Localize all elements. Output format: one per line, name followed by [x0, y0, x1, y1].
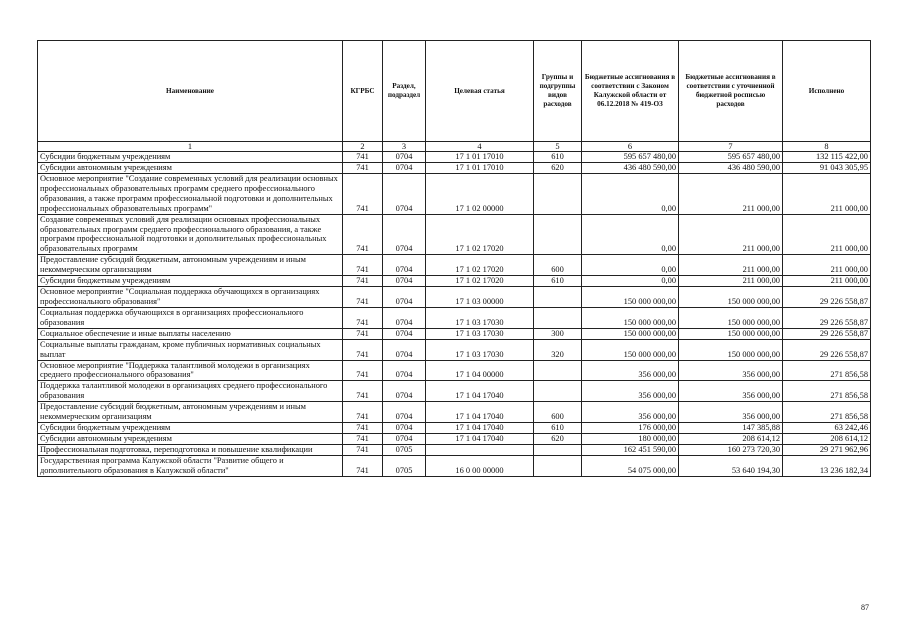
cell-name: Основное мероприятие "Поддержка талантливой молодежи в организациях среднего профессионального образования" [38, 360, 343, 381]
cell-name: Предоставление субсидий бюджетным, автономным учреждениям и иным некоммерческим организациям [38, 402, 343, 423]
cell-expense-group [534, 214, 582, 255]
cell-budget-law: 150 000 000,00 [582, 328, 679, 339]
budget-table-sheet [37, 40, 870, 477]
cell-name: Профессиональная подготовка, переподготовка и повышение квалификации [38, 444, 343, 455]
cell-budget-refined: 147 385,88 [679, 422, 783, 433]
cell-budget-refined: 356 000,00 [679, 381, 783, 402]
cell-kgrbs: 741 [343, 422, 383, 433]
cell-budget-law: 176 000,00 [582, 422, 679, 433]
column-number: 5 [534, 142, 582, 152]
cell-target-article [426, 444, 534, 455]
cell-kgrbs: 741 [343, 174, 383, 215]
cell-budget-refined: 211 000,00 [679, 174, 783, 215]
cell-name: Субсидии бюджетным учреждениям [38, 422, 343, 433]
cell-budget-law: 150 000 000,00 [582, 307, 679, 328]
cell-budget-law: 54 075 000,00 [582, 455, 679, 476]
cell-target-article: 17 1 04 17040 [426, 381, 534, 402]
cell-budget-law: 436 480 590,00 [582, 163, 679, 174]
table-row [38, 276, 871, 287]
cell-name: Субсидии бюджетным учреждениям [38, 276, 343, 287]
cell-budget-refined: 436 480 590,00 [679, 163, 783, 174]
cell-name: Создание современных условий для реализации основных профессиональных образовательных программ среднего профессионального образования, а также программ профессиональной подготовки и дополнительных профессиональных образовательных программ [38, 214, 343, 255]
cell-target-article: 17 1 02 17020 [426, 255, 534, 276]
table-body [38, 152, 871, 477]
cell-name: Предоставление субсидий бюджетным, автономным учреждениям и иным некоммерческим организациям [38, 255, 343, 276]
cell-kgrbs: 741 [343, 339, 383, 360]
cell-executed: 271 856,58 [783, 381, 871, 402]
cell-expense-group: 320 [534, 339, 582, 360]
cell-executed: 63 242,46 [783, 422, 871, 433]
cell-kgrbs: 741 [343, 163, 383, 174]
header-budget-refined: Бюджетные ассигнования в соответствии с уточненной бюджетной росписью расходов [679, 41, 783, 142]
cell-target-article: 17 1 03 17030 [426, 339, 534, 360]
column-number: 2 [343, 142, 383, 152]
cell-budget-law: 162 451 590,00 [582, 444, 679, 455]
cell-section: 0704 [383, 255, 426, 276]
header-name: Наименование [38, 41, 343, 142]
cell-executed: 271 856,58 [783, 360, 871, 381]
cell-budget-refined: 211 000,00 [679, 276, 783, 287]
cell-section: 0704 [383, 307, 426, 328]
cell-budget-refined: 211 000,00 [679, 255, 783, 276]
column-number: 1 [38, 142, 343, 152]
cell-section: 0704 [383, 276, 426, 287]
cell-kgrbs: 741 [343, 307, 383, 328]
cell-budget-refined: 208 614,12 [679, 433, 783, 444]
cell-executed: 211 000,00 [783, 214, 871, 255]
cell-expense-group: 620 [534, 433, 582, 444]
cell-target-article: 17 1 02 17020 [426, 214, 534, 255]
cell-budget-law: 150 000 000,00 [582, 287, 679, 308]
cell-executed: 211 000,00 [783, 276, 871, 287]
cell-executed: 29 226 558,87 [783, 339, 871, 360]
header-section: Раздел, подраздел [383, 41, 426, 142]
cell-executed: 91 043 305,95 [783, 163, 871, 174]
cell-name: Основное мероприятие "Создание современных условий для реализации основных профессиональных образовательных программ среднего профессионального образования, а также программ профессиональной подготовки и дополнительных профессиональных образовательных программ" [38, 174, 343, 215]
cell-budget-law: 595 657 480,00 [582, 152, 679, 163]
cell-kgrbs: 741 [343, 360, 383, 381]
cell-kgrbs: 741 [343, 381, 383, 402]
cell-executed: 29 271 962,96 [783, 444, 871, 455]
cell-budget-law: 0,00 [582, 255, 679, 276]
cell-budget-law: 0,00 [582, 214, 679, 255]
column-number: 3 [383, 142, 426, 152]
cell-name: Основное мероприятие "Социальная поддержка обучающихся в организациях профессионального образования" [38, 287, 343, 308]
table-row [38, 287, 871, 308]
page-number: 87 [861, 603, 869, 612]
cell-budget-refined: 150 000 000,00 [679, 339, 783, 360]
cell-expense-group [534, 174, 582, 215]
cell-budget-law: 356 000,00 [582, 402, 679, 423]
column-number: 6 [582, 142, 679, 152]
cell-kgrbs: 741 [343, 433, 383, 444]
table-row [38, 433, 871, 444]
cell-target-article: 17 1 01 17010 [426, 152, 534, 163]
cell-executed: 271 856,58 [783, 402, 871, 423]
cell-expense-group: 610 [534, 152, 582, 163]
cell-budget-law: 150 000 000,00 [582, 339, 679, 360]
cell-budget-law: 180 000,00 [582, 433, 679, 444]
cell-name: Поддержка талантливой молодежи в организациях среднего профессионального образования [38, 381, 343, 402]
cell-target-article: 17 1 03 17030 [426, 328, 534, 339]
cell-target-article: 17 1 03 00000 [426, 287, 534, 308]
cell-name: Субсидии автономным учреждениям [38, 433, 343, 444]
cell-section: 0704 [383, 360, 426, 381]
cell-section: 0704 [383, 214, 426, 255]
table-row [38, 255, 871, 276]
cell-expense-group: 600 [534, 255, 582, 276]
cell-budget-refined: 595 657 480,00 [679, 152, 783, 163]
cell-kgrbs: 741 [343, 152, 383, 163]
cell-budget-refined: 211 000,00 [679, 214, 783, 255]
cell-expense-group: 610 [534, 276, 582, 287]
cell-kgrbs: 741 [343, 214, 383, 255]
cell-name: Государственная программа Калужской области "Развитие общего и дополнительного образования в Калужской области" [38, 455, 343, 476]
cell-target-article: 17 1 04 17040 [426, 422, 534, 433]
cell-kgrbs: 741 [343, 276, 383, 287]
cell-section: 0704 [383, 328, 426, 339]
cell-target-article: 17 1 04 17040 [426, 433, 534, 444]
cell-target-article: 17 1 04 00000 [426, 360, 534, 381]
table-row [38, 163, 871, 174]
cell-budget-law: 356 000,00 [582, 360, 679, 381]
cell-section: 0704 [383, 287, 426, 308]
cell-expense-group [534, 307, 582, 328]
cell-budget-law: 0,00 [582, 174, 679, 215]
cell-expense-group: 610 [534, 422, 582, 433]
cell-budget-refined: 150 000 000,00 [679, 307, 783, 328]
header-budget-law: Бюджетные ассигнования в соответствии с Законом Калужской области от 06.12.2018 № 419-ОЗ [582, 41, 679, 142]
cell-budget-refined: 53 640 194,30 [679, 455, 783, 476]
cell-section: 0704 [383, 339, 426, 360]
cell-executed: 208 614,12 [783, 433, 871, 444]
cell-executed: 132 115 422,00 [783, 152, 871, 163]
table-row [38, 174, 871, 215]
cell-section: 0704 [383, 402, 426, 423]
column-number: 8 [783, 142, 871, 152]
table-row [38, 381, 871, 402]
cell-section: 0705 [383, 455, 426, 476]
cell-name: Субсидии автономным учреждениям [38, 163, 343, 174]
cell-section: 0704 [383, 422, 426, 433]
cell-kgrbs: 741 [343, 255, 383, 276]
header-expense-group: Группы и подгруппы видов расходов [534, 41, 582, 142]
cell-executed: 29 226 558,87 [783, 307, 871, 328]
cell-expense-group [534, 287, 582, 308]
cell-executed: 29 226 558,87 [783, 328, 871, 339]
cell-target-article: 16 0 00 00000 [426, 455, 534, 476]
cell-target-article: 17 1 04 17040 [426, 402, 534, 423]
cell-section: 0704 [383, 433, 426, 444]
table-row [38, 328, 871, 339]
cell-section: 0704 [383, 163, 426, 174]
cell-section: 0704 [383, 174, 426, 215]
table-row [38, 444, 871, 455]
cell-expense-group [534, 455, 582, 476]
table-row [38, 360, 871, 381]
cell-name: Социальные выплаты гражданам, кроме публичных нормативных социальных выплат [38, 339, 343, 360]
cell-budget-law: 0,00 [582, 276, 679, 287]
cell-name: Социальная поддержка обучающихся в организациях профессионального образования [38, 307, 343, 328]
table-header-row [38, 41, 871, 142]
cell-expense-group [534, 381, 582, 402]
cell-executed: 29 226 558,87 [783, 287, 871, 308]
table-row [38, 339, 871, 360]
cell-kgrbs: 741 [343, 444, 383, 455]
column-number: 7 [679, 142, 783, 152]
table-row [38, 422, 871, 433]
cell-budget-refined: 150 000 000,00 [679, 328, 783, 339]
cell-section: 0705 [383, 444, 426, 455]
cell-name: Социальное обеспечение и иные выплаты населению [38, 328, 343, 339]
cell-budget-refined: 356 000,00 [679, 360, 783, 381]
cell-section: 0704 [383, 152, 426, 163]
cell-executed: 13 236 182,34 [783, 455, 871, 476]
cell-budget-refined: 356 000,00 [679, 402, 783, 423]
cell-kgrbs: 741 [343, 287, 383, 308]
table-row [38, 455, 871, 476]
budget-execution-table [37, 40, 871, 477]
cell-budget-refined: 160 273 720,30 [679, 444, 783, 455]
cell-executed: 211 000,00 [783, 255, 871, 276]
column-number-row [38, 142, 871, 152]
table-row [38, 402, 871, 423]
cell-target-article: 17 1 01 17010 [426, 163, 534, 174]
cell-expense-group [534, 444, 582, 455]
cell-kgrbs: 741 [343, 402, 383, 423]
cell-target-article: 17 1 02 00000 [426, 174, 534, 215]
cell-expense-group: 300 [534, 328, 582, 339]
header-target-article: Целевая статья [426, 41, 534, 142]
cell-name: Субсидии бюджетным учреждениям [38, 152, 343, 163]
header-executed: Исполнено [783, 41, 871, 142]
cell-target-article: 17 1 03 17030 [426, 307, 534, 328]
cell-expense-group: 600 [534, 402, 582, 423]
cell-budget-refined: 150 000 000,00 [679, 287, 783, 308]
cell-budget-law: 356 000,00 [582, 381, 679, 402]
table-row [38, 214, 871, 255]
cell-expense-group: 620 [534, 163, 582, 174]
cell-executed: 211 000,00 [783, 174, 871, 215]
column-number: 4 [426, 142, 534, 152]
cell-kgrbs: 741 [343, 328, 383, 339]
table-row [38, 152, 871, 163]
table-row [38, 307, 871, 328]
cell-section: 0704 [383, 381, 426, 402]
cell-target-article: 17 1 02 17020 [426, 276, 534, 287]
header-kgrbs: КГРБС [343, 41, 383, 142]
cell-expense-group [534, 360, 582, 381]
cell-kgrbs: 741 [343, 455, 383, 476]
